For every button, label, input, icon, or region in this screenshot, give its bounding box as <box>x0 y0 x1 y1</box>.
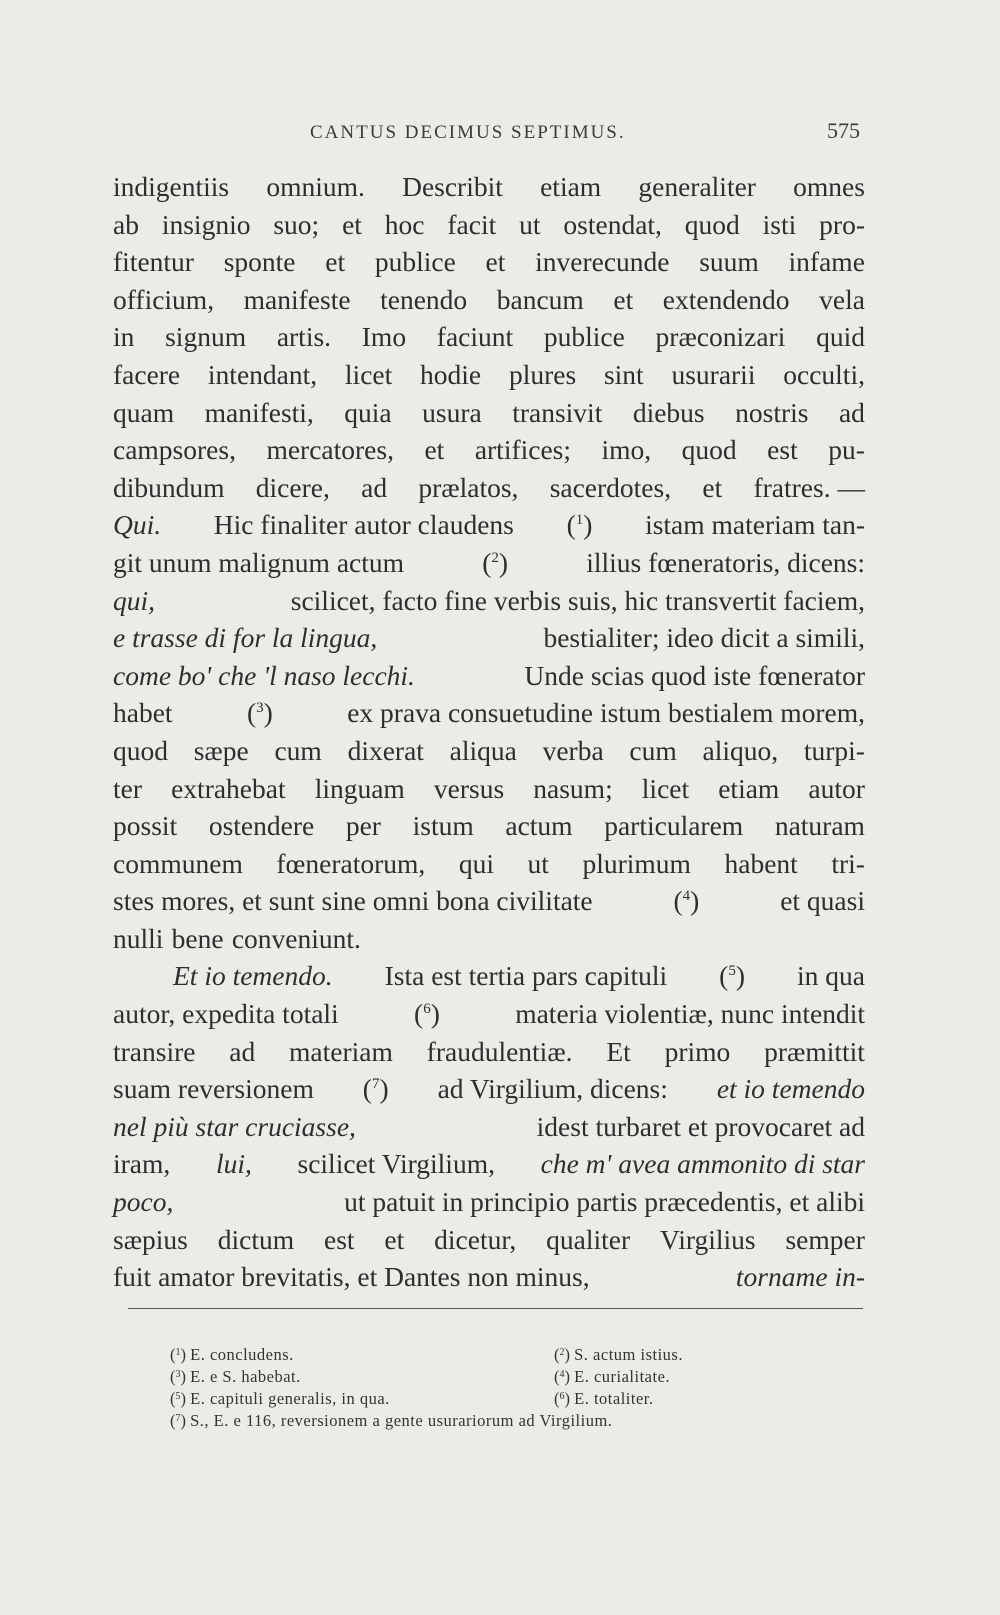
text-line <box>113 1145 865 1183</box>
text-run: et quasi <box>780 885 865 917</box>
footnote-row <box>170 1344 850 1366</box>
text-line <box>113 882 865 920</box>
text-run: bestialiter; ideo dicit a simili, <box>543 622 865 654</box>
text-line <box>113 506 865 544</box>
word: cum <box>629 734 677 766</box>
text-run: che m' avea ammonito di star <box>540 1148 865 1180</box>
text-run: Ista est tertia pars capituli <box>384 960 668 992</box>
body-text <box>113 168 865 1296</box>
word: et <box>342 208 362 240</box>
word: quod <box>684 208 740 240</box>
word: mercatores, <box>266 434 394 466</box>
word: pro- <box>819 208 865 240</box>
word: quid <box>816 321 865 353</box>
footnote-1: ($^1$) E. concludens. <box>170 1345 294 1364</box>
text-line <box>113 1108 865 1146</box>
word: et <box>325 246 346 278</box>
text-line <box>113 657 865 695</box>
footnote-ref[interactable]: ($^3$) <box>246 697 273 729</box>
word: transire <box>113 1035 196 1067</box>
word: ter <box>113 772 143 804</box>
word: habent <box>724 847 798 879</box>
text-run: Hic finaliter autor claudens <box>213 509 514 541</box>
word: licet <box>344 358 393 390</box>
text-line <box>113 582 865 620</box>
footnote-5: ($^5$) E. capituli generalis, in qua. <box>170 1389 390 1408</box>
text-run: Et io temendo. <box>173 960 333 992</box>
word: autor <box>808 772 865 804</box>
word: materiam <box>289 1035 393 1067</box>
text-run: fuit amator brevitatis, et Dantes non minus, <box>113 1261 590 1293</box>
word: extrahebat <box>171 772 286 804</box>
word: in <box>113 321 135 353</box>
text-line <box>113 1070 865 1108</box>
text-run: nel più star cruciasse, <box>113 1110 356 1142</box>
word: Et <box>606 1035 631 1067</box>
footnote-ref[interactable]: ($^2$) <box>482 546 509 578</box>
page-header <box>110 118 870 152</box>
word: et <box>485 246 506 278</box>
footnote-ref[interactable]: ($^6$) <box>414 998 440 1030</box>
word: qui <box>458 847 494 879</box>
text-line <box>113 168 865 206</box>
text-line <box>113 281 865 319</box>
text-run: suam reversionem <box>113 1073 314 1105</box>
word: et <box>613 283 634 315</box>
word: aliqua <box>449 734 517 766</box>
text-run: iram, <box>113 1148 171 1180</box>
footnote-ref[interactable]: ($^7$) <box>362 1073 389 1105</box>
text-line <box>113 1183 865 1221</box>
text-run: e trasse di for la lingua, <box>113 622 378 654</box>
word: dicere, <box>255 471 330 503</box>
word: sacerdotes, <box>549 471 672 503</box>
word: inverecunde <box>535 246 670 278</box>
text-run: ex prava consuetudine istum bestialem morem, <box>347 697 865 729</box>
word: dixerat <box>347 734 424 766</box>
word: ad <box>361 471 388 503</box>
text-line <box>113 206 865 244</box>
word: ostendat, <box>563 208 662 240</box>
text-line <box>113 1033 865 1071</box>
word: est <box>324 1223 355 1255</box>
word: ad <box>838 396 865 428</box>
text-line <box>113 394 865 432</box>
text-run: torname in- <box>735 1261 865 1293</box>
text-line <box>113 845 865 883</box>
word: actum <box>505 810 573 842</box>
word: ut <box>519 208 541 240</box>
text-run: ut patuit in principio partis præcedentis, et alibi <box>344 1186 865 1218</box>
word: turpi- <box>803 734 865 766</box>
word: fitentur <box>113 246 194 278</box>
text-run: scilicet, facto fine verbis suis, hic transvertit faciem, <box>290 584 865 616</box>
text-run: qui, <box>113 584 156 616</box>
word: usura <box>422 396 482 428</box>
word: plurimum <box>582 847 691 879</box>
word: officium, <box>113 283 215 315</box>
word: naturam <box>774 810 865 842</box>
text-run: ad Virgilium, dicens: <box>437 1073 668 1105</box>
text-run: materia violentiæ, nunc intendit <box>515 998 865 1030</box>
text-run: idest turbaret et provocaret ad <box>536 1110 865 1142</box>
word: omnium. <box>266 171 365 202</box>
word: hoc <box>384 208 425 240</box>
text-line <box>113 995 865 1033</box>
footnote-divider <box>128 1308 863 1309</box>
text-line <box>113 920 865 958</box>
word: quod <box>681 434 737 466</box>
text-run: et io temendo <box>716 1073 865 1105</box>
word: ostendere <box>208 810 315 842</box>
word: præconizari <box>655 321 786 353</box>
word: manifesti, <box>204 396 314 428</box>
footnote-2: ($^2$) S. actum istius. <box>554 1345 683 1364</box>
word: publice <box>374 246 456 278</box>
word: sponte <box>223 246 296 278</box>
word: Imo <box>361 321 407 353</box>
word: linguam <box>314 772 405 804</box>
word: bene <box>171 922 224 954</box>
text-run: scilicet Virgilium, <box>297 1148 495 1180</box>
word: plures <box>508 358 577 390</box>
word: vela <box>819 283 865 315</box>
word: intendant, <box>207 358 318 390</box>
footnote-ref[interactable]: ($^5$) <box>719 960 746 992</box>
footnote-7: ($^7$) S., E. e 116, reversionem a gente usurariorum ad Virgilium. <box>170 1411 613 1430</box>
page-number: 575 <box>827 118 860 143</box>
word: etiam <box>718 772 780 804</box>
word: sæpe <box>193 734 249 766</box>
word: fratres. — <box>753 471 865 503</box>
text-line <box>113 619 865 657</box>
footnote-3: ($^3$) E. e S. habebat. <box>170 1367 301 1386</box>
word: verba <box>542 734 604 766</box>
word: suo; <box>273 208 320 240</box>
word: tenendo <box>380 283 468 315</box>
word: nasum; <box>533 772 613 804</box>
text-line <box>113 1221 865 1259</box>
text-line <box>113 957 865 995</box>
footnote-4: ($^4$) E. curialitate. <box>554 1367 671 1386</box>
word: etiam <box>540 171 602 202</box>
text-run: illius fœneratoris, dicens: <box>586 546 865 578</box>
word: per <box>345 810 381 842</box>
word: conveniunt. <box>231 922 361 954</box>
text-line <box>113 807 865 845</box>
word: quod <box>113 734 168 766</box>
word: usurarii <box>671 358 756 390</box>
word: quia <box>344 396 392 428</box>
word: prælatos, <box>418 471 519 503</box>
word: infame <box>788 246 865 278</box>
text-line <box>113 770 865 808</box>
word: faciunt <box>436 321 514 353</box>
footnotes <box>170 1344 850 1432</box>
word: insignio <box>161 208 251 240</box>
text-run: in qua <box>797 960 865 992</box>
word: suum <box>699 246 759 278</box>
word: qualiter <box>546 1223 631 1255</box>
word: dicetur, <box>434 1223 517 1255</box>
word: publice <box>543 321 625 353</box>
word: nulli <box>113 922 164 954</box>
footnote-ref[interactable]: ($^4$) <box>673 885 700 917</box>
text-run: autor, expedita totali <box>113 998 339 1030</box>
word: indigentiis <box>113 171 230 202</box>
word: communem <box>113 847 243 879</box>
word: facere <box>113 358 181 390</box>
text-line <box>113 431 865 469</box>
word: nostris <box>735 396 809 428</box>
text-run: poco, <box>113 1186 174 1218</box>
text-line <box>113 694 865 732</box>
word: fœneratorum, <box>276 847 426 879</box>
word: primo <box>664 1035 731 1067</box>
footnote-row <box>170 1388 850 1410</box>
running-head: CANTUS DECIMUS SEPTIMUS. <box>310 122 626 143</box>
text-run: stes mores, et sunt sine omni bona civilitate <box>113 885 593 917</box>
text-line <box>113 243 865 281</box>
text-run: habet <box>113 697 173 729</box>
text-run: Qui. <box>113 509 162 541</box>
word: manifeste <box>243 283 351 315</box>
text-line <box>113 318 865 356</box>
word: sint <box>603 358 644 390</box>
word: Describit <box>402 171 503 202</box>
word: imo, <box>601 434 652 466</box>
text-run: Unde scias quod iste fœnerator <box>524 659 865 691</box>
word: signum <box>165 321 247 353</box>
word: Virgilius <box>659 1223 756 1255</box>
word: artifices; <box>474 434 572 466</box>
word: occulti, <box>783 358 865 390</box>
word: dibundum <box>113 471 225 503</box>
word: dictum <box>217 1223 295 1255</box>
word: generaliter <box>638 171 756 202</box>
text-line <box>113 732 865 770</box>
word: extendendo <box>662 283 790 315</box>
word: est <box>767 434 798 466</box>
word: artis. <box>276 321 332 353</box>
word: ab <box>113 208 139 240</box>
word: cum <box>274 734 322 766</box>
footnote-6: ($^6$) E. totaliter. <box>554 1389 654 1408</box>
word: præmittit <box>764 1035 865 1067</box>
word: particularem <box>604 810 744 842</box>
word: diebus <box>632 396 705 428</box>
word: bancum <box>496 283 584 315</box>
text-run: istam materiam tan- <box>645 509 865 541</box>
word: hodie <box>420 358 482 390</box>
word: possit <box>113 810 178 842</box>
word: tri- <box>831 847 865 879</box>
word: campsores, <box>113 434 236 466</box>
footnote-row <box>170 1410 850 1432</box>
word: omnes <box>793 171 865 202</box>
text-line <box>113 1258 865 1296</box>
word: et <box>702 471 723 503</box>
word: ut <box>527 847 549 879</box>
text-run: lui, <box>215 1148 252 1180</box>
text-line <box>113 544 865 582</box>
word: transivit <box>512 396 603 428</box>
word: semper <box>785 1223 865 1255</box>
word: licet <box>641 772 690 804</box>
footnote-row <box>170 1366 850 1388</box>
word: aliquo, <box>702 734 779 766</box>
word: et <box>424 434 445 466</box>
word: quam <box>113 396 175 428</box>
word: facit <box>447 208 497 240</box>
word: isti <box>762 208 797 240</box>
word: et <box>384 1223 405 1255</box>
word: ad <box>229 1035 256 1067</box>
text-line <box>113 356 865 394</box>
word: fraudulentiæ. <box>426 1035 573 1067</box>
word: sæpius <box>113 1223 188 1255</box>
text-run: come bo' che 'l naso lecchi. <box>113 659 415 691</box>
word: pu- <box>828 434 865 466</box>
footnote-ref[interactable]: ($^1$) <box>566 509 593 541</box>
text-run: git unum malignum actum <box>113 546 405 578</box>
word: versus <box>433 772 505 804</box>
text-line <box>113 469 865 507</box>
word: istum <box>412 810 474 842</box>
